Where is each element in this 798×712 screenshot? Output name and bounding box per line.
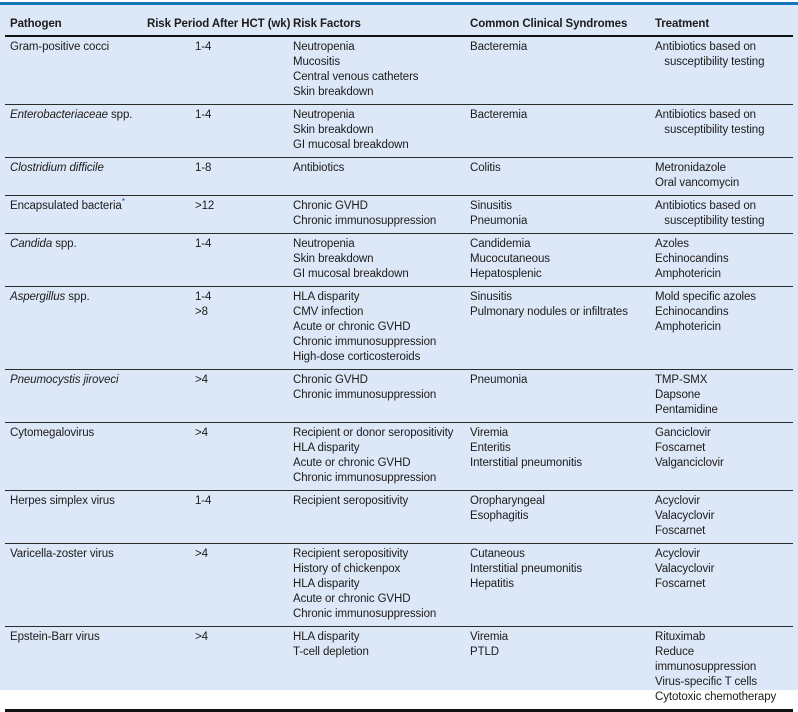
cell-line: Recipient or donor seropositivity [293, 427, 454, 439]
cell-line: Enteritis [470, 442, 511, 454]
cell-line: Hepatitis [470, 578, 514, 590]
cell-treatment [655, 287, 793, 370]
cell-line: Dapsone [655, 389, 701, 401]
cell-risk-factors [293, 491, 470, 544]
table-row [5, 370, 793, 423]
column-header-risk-factors: Risk Factors [293, 10, 470, 36]
cell-risk-factors [293, 105, 470, 158]
cell-line: Neutropenia [293, 238, 355, 250]
cell-line: 1-4 [195, 41, 212, 53]
cell-line: susceptibility testing [655, 215, 765, 227]
cell-line: Chronic GVHD [293, 200, 368, 212]
cell-risk-period [147, 196, 293, 234]
cell-line: >4 [195, 374, 208, 386]
cell-risk-factors [293, 196, 470, 234]
cell-line: Candidemia [470, 238, 531, 250]
column-header-syndromes: Common Clinical Syndromes [470, 10, 655, 36]
table-row [5, 627, 793, 711]
cell-risk-period [147, 544, 293, 627]
column-header-risk-period: Risk Period After HCT (wk) [147, 10, 293, 36]
cell-line: 1-4 [195, 238, 212, 250]
cell-line: Virus-specific T cells [655, 676, 757, 688]
cell-risk-factors [293, 158, 470, 196]
cell-risk-factors [293, 287, 470, 370]
cell-treatment [655, 158, 793, 196]
cell-risk-factors [293, 36, 470, 105]
pathogen-name-segment: Gram-positive cocci [10, 41, 110, 53]
cell-line: Skin breakdown [293, 86, 374, 98]
cell-line: Reduce immunosuppression [655, 646, 757, 673]
cell-line: Echinocandins [655, 253, 729, 265]
pathogen-name-segment: Aspergillus [10, 291, 66, 303]
cell-pathogen [5, 423, 147, 491]
cell-line: Pulmonary nodules or infiltrates [470, 306, 628, 318]
cell-syndromes [470, 287, 655, 370]
pathogen-name-segment: Varicella-zoster virus [10, 548, 114, 560]
cell-syndromes [470, 234, 655, 287]
cell-line: >8 [195, 306, 208, 318]
top-accent-rule [0, 2, 798, 5]
cell-pathogen [5, 234, 147, 287]
cell-line: Neutropenia [293, 109, 355, 121]
cell-line: 1-8 [195, 162, 212, 174]
table-header [5, 10, 793, 36]
cell-pathogen [5, 627, 147, 711]
pathogen-name-segment: Enterobacteriaceae [10, 109, 108, 121]
cell-line: Echinocandins [655, 306, 729, 318]
cell-line: HLA disparity [293, 631, 360, 643]
cell-treatment [655, 105, 793, 158]
cell-line: 1-4 [195, 495, 212, 507]
cell-syndromes [470, 423, 655, 491]
cell-syndromes [470, 36, 655, 105]
cell-line: Oropharyngeal [470, 495, 545, 507]
cell-line: susceptibility testing [655, 56, 765, 68]
cell-line: Acute or chronic GVHD [293, 457, 411, 469]
cell-pathogen [5, 158, 147, 196]
cell-risk-period [147, 491, 293, 544]
cell-line: GI mucosal breakdown [293, 268, 409, 280]
cell-line: Chronic GVHD [293, 374, 368, 386]
cell-line: Amphotericin [655, 321, 721, 333]
table-row [5, 196, 793, 234]
cell-risk-period [147, 423, 293, 491]
cell-treatment [655, 423, 793, 491]
cell-syndromes [470, 370, 655, 423]
pathogen-name-segment: Epstein-Barr virus [10, 631, 100, 643]
cell-line: Pneumonia [470, 215, 528, 227]
cell-risk-period [147, 158, 293, 196]
cell-line: TMP-SMX [655, 374, 708, 386]
cell-treatment [655, 196, 793, 234]
header-row [5, 10, 793, 36]
cell-line: Acute or chronic GVHD [293, 593, 411, 605]
cell-syndromes [470, 544, 655, 627]
cell-pathogen [5, 105, 147, 158]
cell-line: Esophagitis [470, 510, 529, 522]
cell-line: HLA disparity [293, 578, 360, 590]
cell-risk-period [147, 234, 293, 287]
cell-line: Ganciclovir [655, 427, 711, 439]
cell-line: High-dose corticosteroids [293, 351, 421, 363]
cell-line: Mucocutaneous [470, 253, 550, 265]
cell-line: Amphotericin [655, 268, 721, 280]
table-row [5, 287, 793, 370]
cell-line: >4 [195, 427, 208, 439]
cell-pathogen [5, 36, 147, 105]
pathogen-name-segment: Herpes simplex virus [10, 495, 115, 507]
cell-line: >4 [195, 548, 208, 560]
cell-risk-factors [293, 627, 470, 711]
cell-line: Foscarnet [655, 578, 706, 590]
cell-treatment [655, 544, 793, 627]
cell-treatment [655, 36, 793, 105]
pathogen-name-segment: Encapsulated bacteria [10, 200, 122, 212]
cell-line: Chronic immunosuppression [293, 389, 437, 401]
table-row [5, 158, 793, 196]
cell-syndromes [470, 627, 655, 711]
cell-syndromes [470, 158, 655, 196]
cell-line: T-cell depletion [293, 646, 369, 658]
cell-line: History of chickenpox [293, 563, 401, 575]
cell-line: Neutropenia [293, 41, 355, 53]
table-row [5, 105, 793, 158]
cell-treatment [655, 234, 793, 287]
cell-line: Colitis [470, 162, 501, 174]
cell-line: Metronidazole [655, 162, 726, 174]
cell-line: Oral vancomycin [655, 177, 740, 189]
cell-line: Interstitial pneumonitis [470, 457, 583, 469]
cell-line: Foscarnet [655, 442, 706, 454]
cell-line: Interstitial pneumonitis [470, 563, 583, 575]
cell-line: Acyclovir [655, 495, 701, 507]
cell-treatment [655, 627, 793, 711]
cell-line: susceptibility testing [655, 124, 765, 136]
cell-line: Valacyclovir [655, 563, 715, 575]
cell-line: >12 [195, 200, 215, 212]
table-row [5, 423, 793, 491]
cell-risk-factors [293, 234, 470, 287]
cell-pathogen [5, 370, 147, 423]
column-header-treatment: Treatment [655, 10, 793, 36]
cell-line: Sinusitis [470, 200, 512, 212]
cell-risk-factors [293, 370, 470, 423]
cell-line: Recipient seropositivity [293, 548, 409, 560]
cell-line: Valacyclovir [655, 510, 715, 522]
cell-line: Pneumonia [470, 374, 528, 386]
cell-line: Chronic immunosuppression [293, 336, 437, 348]
cell-line: 1-4 [195, 291, 212, 303]
cell-line: Chronic immunosuppression [293, 608, 437, 620]
cell-line: Mold specific azoles [655, 291, 756, 303]
cell-risk-factors [293, 423, 470, 491]
table-row [5, 36, 793, 105]
cell-line: Central venous catheters [293, 71, 419, 83]
table-row [5, 234, 793, 287]
cell-line: Viremia [470, 427, 509, 439]
pathogen-name-segment: spp. [65, 291, 90, 303]
cell-risk-period [147, 370, 293, 423]
pathogen-name-segment: Clostridium difficile [10, 162, 104, 174]
cell-treatment [655, 491, 793, 544]
table-row [5, 544, 793, 627]
pathogen-name-segment: Candida [10, 238, 53, 250]
cell-risk-factors [293, 544, 470, 627]
cell-pathogen [5, 196, 147, 234]
cell-line: Antibiotics based on [655, 41, 756, 53]
table-body [5, 36, 793, 711]
cell-line: CMV infection [293, 306, 364, 318]
cell-line: Pentamidine [655, 404, 718, 416]
cell-line: Foscarnet [655, 525, 706, 537]
cell-line: Antibiotics [293, 162, 345, 174]
pathogen-name-segment: Pneumocystis jiroveci [10, 374, 119, 386]
cell-risk-period [147, 36, 293, 105]
cell-pathogen [5, 491, 147, 544]
cell-line: Viremia [470, 631, 509, 643]
cell-syndromes [470, 491, 655, 544]
cell-line: 1-4 [195, 109, 212, 121]
cell-line: >4 [195, 631, 208, 643]
cell-risk-period [147, 627, 293, 711]
cell-line: Antibiotics based on [655, 109, 756, 121]
cell-line: Chronic immunosuppression [293, 472, 437, 484]
cell-line: Recipient seropositivity [293, 495, 409, 507]
cell-line: Skin breakdown [293, 124, 374, 136]
cell-line: Sinusitis [470, 291, 512, 303]
cell-pathogen [5, 287, 147, 370]
cell-line: HLA disparity [293, 291, 360, 303]
cell-line: Bacteremia [470, 109, 528, 121]
column-header-pathogen: Pathogen [5, 10, 147, 36]
cell-line: Valganciclovir [655, 457, 724, 469]
cell-line: Antibiotics based on [655, 200, 756, 212]
table-row [5, 491, 793, 544]
cell-line: HLA disparity [293, 442, 360, 454]
cell-line: Chronic immunosuppression [293, 215, 437, 227]
cell-syndromes [470, 196, 655, 234]
pathogen-table [5, 10, 793, 712]
cell-line: PTLD [470, 646, 499, 658]
cell-syndromes [470, 105, 655, 158]
cell-line: Bacteremia [470, 41, 528, 53]
pathogen-name-segment: Cytomegalovirus [10, 427, 95, 439]
cell-line: Cytotoxic chemotherapy [655, 691, 777, 703]
footnote-marker: * [121, 196, 125, 207]
cell-line: Rituximab [655, 631, 706, 643]
pathogen-name-segment: spp. [107, 109, 133, 121]
cell-line: Mucositis [293, 56, 341, 68]
cell-line: Skin breakdown [293, 253, 374, 265]
cell-pathogen [5, 544, 147, 627]
cell-line: Cutaneous [470, 548, 525, 560]
pathogen-name-segment: spp. [52, 238, 77, 250]
cell-risk-period [147, 287, 293, 370]
cell-line: Acute or chronic GVHD [293, 321, 411, 333]
cell-treatment [655, 370, 793, 423]
cell-line: Hepatosplenic [470, 268, 542, 280]
cell-line: Acyclovir [655, 548, 701, 560]
cell-line: GI mucosal breakdown [293, 139, 409, 151]
cell-line: Azoles [655, 238, 689, 250]
cell-risk-period [147, 105, 293, 158]
